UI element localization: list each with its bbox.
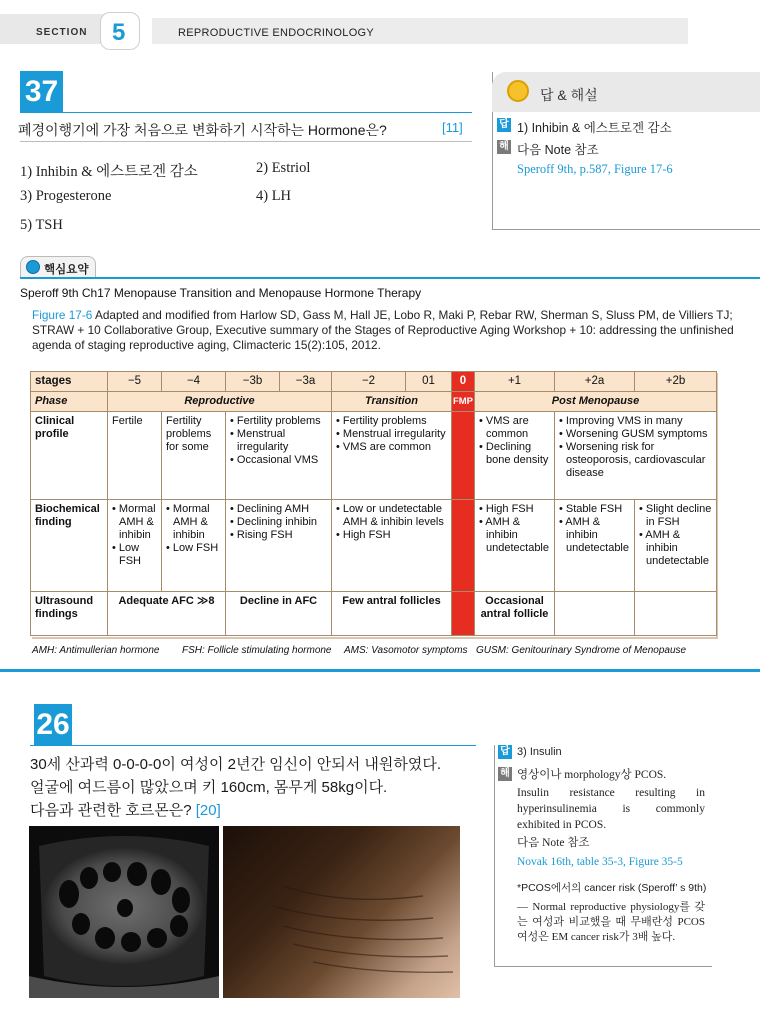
- straw-table: [30, 371, 717, 636]
- table-row: [31, 392, 717, 412]
- question-26-line-2: 얼굴에 여드름이 많았으며 키 160cm, 몸무게 58kg이다.: [30, 779, 388, 796]
- bio-p2b: [635, 500, 717, 592]
- option-3: 3) Progesterone: [20, 188, 112, 204]
- question-26-line-3-text: 다음과 관련한 호르몬은?: [30, 802, 192, 819]
- list-item: • Low FSH: [166, 542, 219, 554]
- neck-skin-photo: [223, 826, 460, 998]
- phase-reproductive: Reproductive: [108, 392, 332, 412]
- footnote-vms: AMS: Vasomotor symptoms: [344, 645, 468, 656]
- explain-tag: 해: [498, 767, 512, 781]
- us-m3: Decline in AFC: [226, 592, 332, 636]
- list-item: • Mormal AMH & inhibin: [112, 503, 156, 541]
- magnifier-icon: [26, 260, 40, 274]
- bio-m4: [162, 500, 226, 592]
- table-row: [31, 592, 717, 636]
- list-item: • Rising FSH: [230, 529, 293, 541]
- fmp-label: FMP: [452, 392, 475, 412]
- key-summary-label: 핵심요약: [44, 264, 89, 276]
- clinical-m4: Fertility problems for some: [162, 412, 226, 500]
- clinical-m2: [332, 412, 452, 500]
- stage-cell: −2: [332, 372, 406, 392]
- stage-cell: −3b: [226, 372, 280, 392]
- list-item: • AMH & inhibin undetectable: [479, 516, 549, 554]
- footnote-fsh: FSH: Follicle stimulating hormone: [182, 645, 332, 656]
- clinical-m5: Fertile: [108, 412, 162, 500]
- answer-tag: 답: [498, 745, 512, 759]
- stage-cell: +2b: [635, 372, 717, 392]
- list-item: • Low or undetectable AMH & inhibin levels: [336, 503, 444, 528]
- fmp-column: [452, 412, 475, 500]
- bio-m3: [226, 500, 332, 592]
- list-item: • VMS are common: [336, 441, 431, 453]
- stage-cell: −3a: [280, 372, 332, 392]
- bio-p1: [475, 500, 555, 592]
- question-37-source: [11]: [442, 120, 463, 135]
- answer-box-header: [492, 72, 760, 112]
- option-4: 4) LH: [256, 188, 292, 204]
- question-37-text: 폐경이행기에 가장 처음으로 변화하기 시작하는 Hormone은?: [18, 122, 387, 138]
- cancer-risk-title: *PCOS에서의 cancer risk (Speroff’ s 9th): [517, 882, 707, 894]
- list-item: • Slight decline in FSH: [639, 503, 712, 528]
- ovary-ultrasound-image: [29, 826, 219, 998]
- cancer-risk-text: — Normal reproductive physiology를 갖는 여성과 비교했을 때 무배란성 PCOS 여성은 EM cancer risk가 3배 높다.: [517, 901, 705, 943]
- answer-26: 3) Insulin: [517, 746, 562, 758]
- fmp-column: [452, 592, 475, 636]
- option-2: 2) Estriol: [256, 160, 311, 176]
- phase-label: Phase: [31, 392, 108, 412]
- us-m2: Few antral follicles: [332, 592, 452, 636]
- list-item: • Declining AMH: [230, 503, 310, 515]
- clinical-label: Clinical profile: [31, 412, 108, 500]
- lightbulb-icon: [507, 80, 529, 102]
- answer-37: 1) Inhibin & 에스트로겐 감소: [517, 121, 672, 135]
- explain-37: 다음 Note 참조: [517, 143, 599, 157]
- biochemical-label: Biochemical finding: [31, 500, 108, 592]
- list-item: • Occasional VMS: [230, 454, 319, 466]
- stage-cell-fmp: 0: [452, 372, 475, 392]
- question-26-source: [20]: [195, 802, 221, 819]
- note-reference-text: 다음 Note 참조: [517, 837, 590, 849]
- bio-p2a: [555, 500, 635, 592]
- clinical-p1: [475, 412, 555, 500]
- figure-caption-text: Adapted and modified from Harlow SD, Gass M, Hall JE, Lobo R, Maki P, Rebar RW, Sherman S, Sluss PM, de Villiers TJ; STRAW + 10 Collaborative Group, Executive summary of the Stages of Reproductive Aging Workshop + 10: addressing the unfinished agenda of staging reproductive aging, Climacteric 15(2):105, 2012.: [32, 308, 734, 352]
- skin-texture-graphic: [223, 826, 460, 998]
- section-label: SECTION: [36, 27, 88, 38]
- list-item: • Improving VMS in many: [559, 415, 683, 427]
- question-underline: [20, 141, 472, 142]
- clinical-m3: [226, 412, 332, 500]
- footnote-amh: AMH: Antimullerian hormone: [32, 645, 160, 656]
- explain-tag: 해: [497, 140, 511, 154]
- stage-cell: −4: [162, 372, 226, 392]
- stage-cell: 01: [406, 372, 452, 392]
- us-m5-m4: Adequate AFC ≫8: [108, 592, 226, 636]
- table-row: [31, 372, 717, 392]
- question-number-37: 37: [20, 71, 63, 113]
- list-item: • Menstrual irregularity: [336, 428, 446, 440]
- question-rule: [30, 745, 476, 746]
- bio-m5: [108, 500, 162, 592]
- list-item: • AMH & inhibin undetectable: [559, 516, 629, 554]
- question-number-26: 26: [34, 704, 72, 746]
- figure-label: Figure 17-6: [32, 308, 93, 322]
- reference-37: Speroff 9th, p.587, Figure 17-6: [517, 162, 673, 176]
- list-item: • Menstrual irregularity: [230, 428, 289, 453]
- us-p1: Occasional antral follicle: [475, 592, 555, 636]
- key-summary-rule: [20, 277, 760, 279]
- list-item: • Fertility problems: [230, 415, 321, 427]
- list-item: • Low FSH: [112, 542, 141, 567]
- list-item: • Declining bone density: [479, 441, 549, 466]
- list-item: • Declining inhibin: [230, 516, 318, 528]
- reference-26: Novak 16th, table 35-3, Figure 35-5: [517, 856, 683, 868]
- option-1: 1) Inhibin & 에스트로겐 감소: [20, 164, 198, 180]
- list-item: • Stable FSH: [559, 503, 623, 515]
- section-number: 5: [112, 19, 126, 46]
- answer-header-title: 답 & 해설: [540, 87, 598, 103]
- phase-post-menopause: Post Menopause: [475, 392, 717, 412]
- list-item: • High FSH: [336, 529, 391, 541]
- clinical-p2: [555, 412, 717, 500]
- answer-tag: 답: [497, 118, 511, 132]
- list-item: • Mormal AMH & inhibin: [166, 503, 210, 541]
- stage-cell: +2a: [555, 372, 635, 392]
- summary-title: Speroff 9th Ch17 Menopause Transition and Menopause Hormone Therapy: [20, 286, 422, 300]
- us-p2b: [635, 592, 717, 636]
- fmp-column: [452, 500, 475, 592]
- question-26-line-1: 30세 산과력 0-0-0-0이 여성이 2년간 임신이 안되서 내원하였다.: [30, 756, 442, 773]
- bio-m2: [332, 500, 452, 592]
- list-item: • Fertility problems: [336, 415, 427, 427]
- phase-transition: Transition: [332, 392, 452, 412]
- section-separator: [0, 669, 760, 672]
- list-item: • VMS are common: [479, 415, 529, 440]
- page-header: [0, 0, 760, 50]
- option-5: 5) TSH: [20, 217, 63, 233]
- question-26-line-3: [30, 799, 221, 820]
- table-row: [31, 500, 717, 592]
- stages-label: stages: [31, 372, 108, 392]
- list-item: • AMH & inhibin undetectable: [639, 529, 709, 567]
- table-row: [31, 412, 717, 500]
- footnote-gusm: GUSM: Genitourinary Syndrome of Menopause: [476, 645, 687, 656]
- ultrasound-label: Ultrasound findings: [31, 592, 108, 636]
- us-p2a: [555, 592, 635, 636]
- list-item: • High FSH: [479, 503, 534, 515]
- stage-cell: −5: [108, 372, 162, 392]
- question-rule: [20, 112, 472, 113]
- explain-26: 영상이나 morphology상 PCOS.: [517, 769, 667, 781]
- list-item: • Worsening GUSM symptoms: [559, 428, 708, 440]
- insulin-explanation: Insulin resistance resulting in hyperinsulinemia is commonly exhibited in PCOS.: [517, 787, 705, 831]
- ultrasound-graphic: [29, 826, 219, 998]
- figure-caption: [32, 308, 747, 353]
- list-item: • Worsening risk for osteoporosis, cardiovascular disease: [559, 441, 706, 479]
- chapter-title: REPRODUCTIVE ENDOCRINOLOGY: [178, 27, 375, 39]
- stage-cell: +1: [475, 372, 555, 392]
